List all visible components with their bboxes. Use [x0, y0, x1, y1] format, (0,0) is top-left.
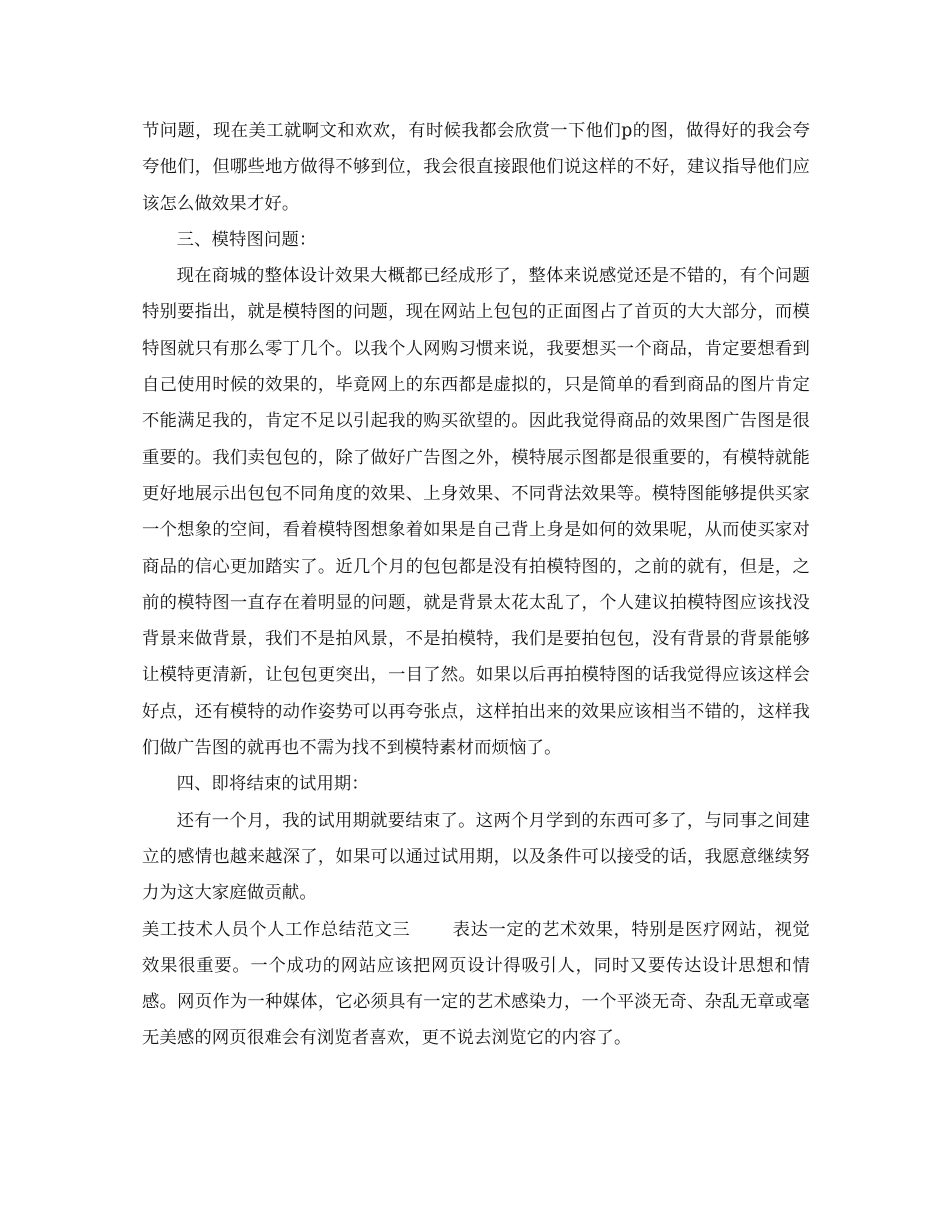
- paragraph-probation: 还有一个月，我的试用期就要结束了。这两个月学到的东西可多了，与同事之间建立的感情也越来越深了，如果可以通过试用期，以及条件可以接受的话，我愿意继续努力为这大家庭做贡献。: [142, 810, 810, 904]
- paragraph-model-images: 现在商城的整体设计效果大概都已经成形了，整体来说感觉还是不错的，有个问题特别要指出，就是模特图的问题，现在网站上包包的正面图占了首页的大大部分，而模特图就只有那么零丁几个。以我个人网购习惯来说，我要想买一个商品，肯定要想看到自己使用时候的效果的，毕竟网上的东西都是虚拟的，只是简单的看到商品的图片肯定不能满足我的，肯定不足以引起我的购买欲望的。因此我觉得商品的效果图广告图是很重要的。我们卖包包的，除了做好广告图之外，模特展示图都是很重要的，有模特就能更好地展示出包包不同角度的效果、上身效果、不同背法效果等。模特图能够提供买家一个想象的空间，看着模特图想象着如果是自己背上身是如何的效果呢，从而使买家对商品的信心更加踏实了。近几个月的包包都是没有拍模特图的，之前的就有，但是，之前的模特图一直存在着明显的问题，就是背景太花太乱了，个人建议拍模特图应该找没背景来做背景，我们不是拍风景，不是拍模特，我们是要拍包包，没有背景的背景能够让模特更清新，让包包更突出，一目了然。如果以后再拍模特图的话我觉得应该这样会好点，还有模特的动作姿势可以再夸张点，这样拍出来的效果应该相当不错的，这样我们做广告图的就再也不需为找不到模特素材而烦恼了。: [142, 266, 810, 759]
- document-body: [142, 113, 810, 1057]
- paragraph-art-effect: 表达一定的艺术效果，特别是医疗网站，视觉效果很重要。一个成功的网站应该把网页设计得吸引人，同时又要传达设计思想和情感。网页作为一种媒体，它必须具有一定的艺术感染力，一个平淡无奇、杂乱无章或毫无美感的网页很难会有浏览者喜欢，更不说去浏览它的内容了。: [142, 919, 810, 1049]
- paragraph-continued: 节问题，现在美工就啊文和欢欢，有时候我都会欣赏一下他们p的图，做得好的我会夸夸他们，但哪些地方做得不够到位，我会很直接跟他们说这样的不好，建议指导他们应该怎么做效果才好。: [142, 121, 810, 214]
- section-heading-3: 三、模特图问题：: [176, 229, 317, 250]
- section-heading-4: 四、即将结束的试用期：: [176, 774, 369, 795]
- section-title: 美工技术人员个人工作总结范文三: [142, 919, 411, 940]
- paragraph-section-three: [142, 912, 810, 1057]
